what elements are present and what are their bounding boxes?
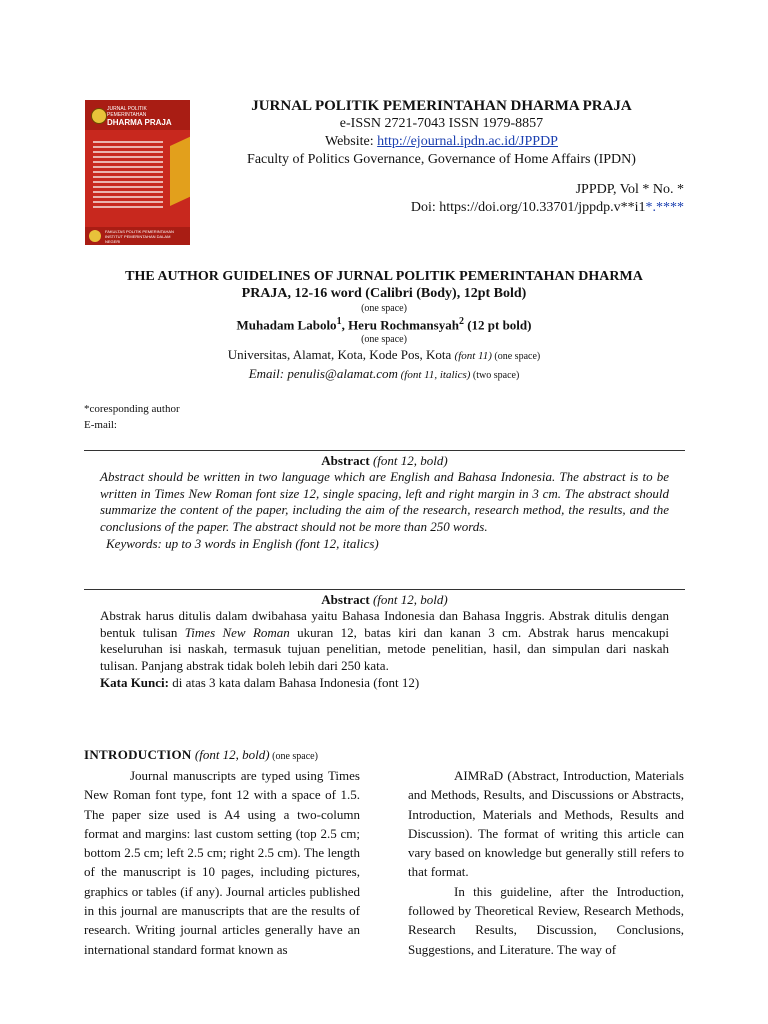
body-column-left: [84, 766, 360, 959]
author-email: Email: penulis@alamat.com (font 11, italics) (two space): [248, 366, 520, 382]
journal-doi: Doi: https://doi.org/10.33701/jppdp.v**i1*.****: [410, 200, 684, 215]
paragraph: AIMRaD (Abstract, Introduction, Materials and Methods, Results, and Discussions or Abstracts, Introduction, Materials and Methods, Results and Discussion). The format of writing this article can vary based on knowledge but generally still refers to that format.: [408, 768, 684, 880]
body-column-right: [408, 766, 684, 959]
paragraph: In this guideline, after the Introduction, followed by Theoretical Review, Research Methods, Research Results, Discussion, Conclusions, Suggestions, and Literature. The way of: [408, 883, 684, 957]
author-1: Muhadam Labolo: [236, 317, 337, 333]
affiliation: Universitas, Alamat, Kota, Kode Pos, Kota (font 11) (one space): [227, 347, 541, 363]
journal-issue-info: [411, 181, 684, 217]
journal-website: Website: http://ejournal.ipdn.ac.id/JPPDP: [325, 134, 558, 149]
corresponding-author: *coresponding author E-mail:: [84, 403, 180, 431]
journal-title: JURNAL POLITIK PEMERINTAHAN DHARMA PRAJA: [251, 98, 632, 114]
cover-footer: FAKULTAS POLITIK PEMERINTAHAN INSTITUT PEMERINTAHAN DALAM NEGERI: [85, 227, 190, 245]
spacing-note: (one space): [361, 334, 407, 346]
cover-stripe: [170, 134, 190, 206]
cover-title: [107, 106, 187, 127]
cover-logo-icon: [91, 108, 107, 124]
introduction-heading: INTRODUCTION (font 12, bold) (one space): [84, 747, 318, 762]
cover-contents-lines: [93, 138, 163, 211]
cover-footer-logo-icon: [89, 230, 101, 242]
author-2: Heru Rochmansyah: [348, 317, 459, 333]
article-title-line-1: THE AUTHOR GUIDELINES OF JURNAL POLITIK PEMERINTAHAN DHARMA: [125, 269, 643, 284]
paragraph: Journal manuscripts are typed using Times New Roman font type, font 12 with a space of 1.5. The paper size used is A4 using a two-column format and margins: last custom setting (top 2.5 cm; bottom 2.5 cm; left 2.5 cm; right 2.5 cm). The length of the manuscript is 10 pages, including pictures, graphics or tables (if any). Journal articles published in this journal are manuscripts that are the results of research. Writing journal articles generally have an international standard format known as: [84, 768, 360, 957]
website-link[interactable]: http://ejournal.ipdn.ac.id/JPPDP: [377, 134, 558, 149]
journal-faculty: Faculty of Politics Governance, Governance of Home Affairs (IPDN): [247, 152, 636, 167]
abstract-english: [84, 450, 685, 552]
journal-issn: e-ISSN 2721-7043 ISSN 1979-8857: [339, 116, 544, 131]
author-list: Muhadam Labolo$^1$, Heru Rochmansyah$^2$ (12 pt bold): [236, 316, 532, 333]
cover-journal-small: JURNAL POLITIK PEMERINTAHAN: [107, 106, 147, 118]
abstract-body: Abstrak harus ditulis dalam dwibahasa yaitu Bahasa Indonesia dan Bahasa Inggris. Abstrak ditulis dengan bentuk tulisan Times New Roman ukuran 12, batas kiri dan kanan 3 cm. Abstrak harus mencakupi keseluruhan isi naskah, termasuk tujuan penelitian, metode penelitian, hasil, dan simpulan dari naskah tulisan. Panjang abstrak tidak boleh lebih dari 250 kata.: [100, 608, 669, 673]
keywords: Keywords: up to 3 words in English (font 12, italics): [106, 536, 379, 551]
abstract-body: Abstract should be written in two language which are English and Bahasa Indonesia. The abstract is to be written in Times New Roman font size 12, single spacing, left and right margin in 3 cm. The abstract should summarize the content of the paper, including the aim of the research, research method, the results, and the conclusions of the paper. The abstract should not be more than 250 words.: [100, 469, 669, 534]
cover-journal-big: DHARMA PRAJA: [107, 118, 172, 127]
abstract-heading: Abstract (font 12, bold): [321, 592, 448, 607]
spacing-note: (one space): [361, 303, 407, 314]
kata-kunci: Kata Kunci: di atas 3 kata dalam Bahasa Indonesia (font 12): [100, 675, 420, 690]
article-title-block: [84, 268, 684, 384]
article-title-line-2: PRAJA, 12-16 word (Calibri (Body), 12pt Bold): [241, 286, 527, 301]
journal-header: [200, 97, 683, 169]
abstract-indonesian: [84, 589, 685, 691]
journal-volume: JPPDP, Vol * No. *: [575, 182, 684, 197]
journal-cover-image: [85, 100, 190, 245]
abstract-heading: Abstract (font 12, bold): [321, 453, 448, 468]
